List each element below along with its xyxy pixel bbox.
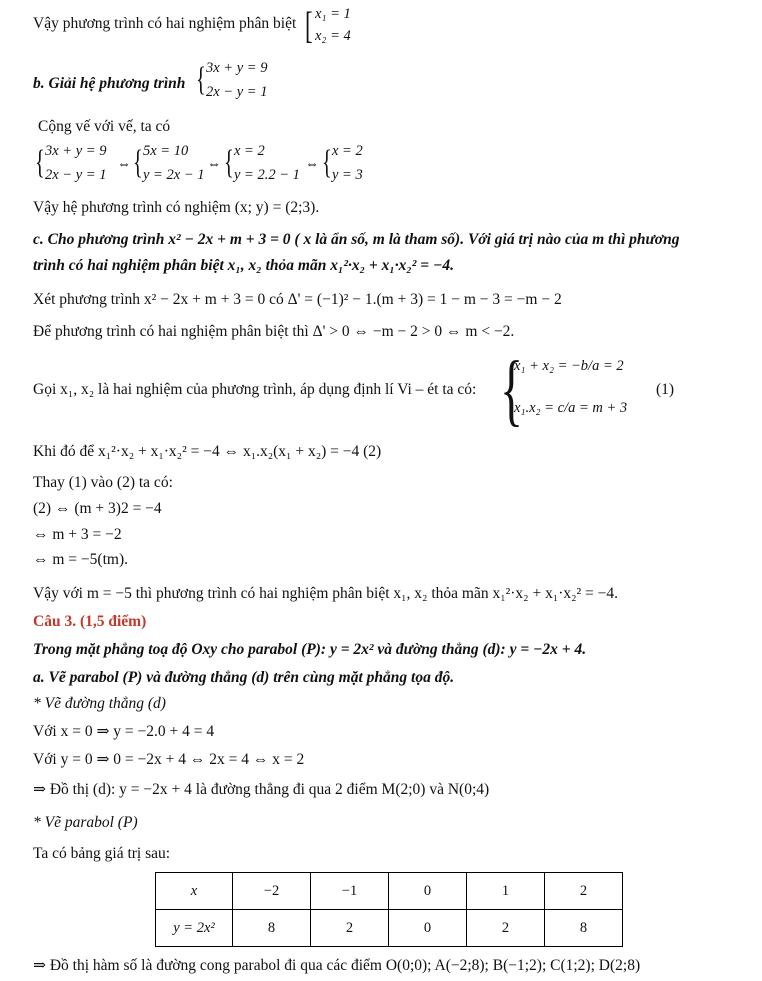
system-row: y = 3 <box>332 167 363 183</box>
draw-line-d-heading: * Vẽ đường thẳng (d) <box>33 695 166 712</box>
condition-line: Để phương trình có hai nghiệm phân biệt thì Δ' > 0 ⇔ −m − 2 > 0 ⇔ m < −2. <box>33 323 515 340</box>
system-row: x₂ = 4 <box>315 28 351 44</box>
system-row: y = 2x − 1 <box>143 167 205 183</box>
conclusion-line-1: Vậy phương trình có hai nghiệm phân biệt <box>33 15 297 32</box>
table-cell: 0 <box>389 873 467 910</box>
line-d-summary: ⇒ Đồ thị (d): y = −2x + 4 là đường thẳng đi qua 2 điểm M(2;0) và N(0;4) <box>33 781 490 798</box>
table-row <box>156 873 623 910</box>
part-c-heading: c. Cho phương trình x² − 2x + m + 3 = 0 ( x là ẩn số, m là tham số). Với giá trị nào của m thì phương <box>33 231 680 248</box>
system-solution-line: Vậy hệ phương trình có nghiệm (x; y) = (2;3). <box>33 199 320 216</box>
table-cell: 2 <box>311 910 389 947</box>
step-line-1: (2) ⇔ (m + 3)2 = −4 <box>33 500 162 517</box>
table-row <box>156 910 623 947</box>
substitute-line: Thay (1) vào (2) ta có: <box>33 474 173 491</box>
equivalence-arrow-icon: ⇔ <box>117 157 131 172</box>
step-line-2: ⇔ m + 3 = −2 <box>33 526 122 543</box>
table-cell: 1 <box>467 873 545 910</box>
table-intro-line: Ta có bảng giá trị sau: <box>33 845 171 862</box>
part-c-conclusion: Vậy với m = −5 thì phương trình có hai nghiệm phân biệt x₁, x₂ thỏa mãn x₁²·x₂ + x₁·x₂² = −4. <box>33 585 619 602</box>
system-row: x = 2 <box>332 143 363 159</box>
system-row: 5x = 10 <box>143 143 189 159</box>
table-cell: 2 <box>545 873 623 910</box>
table-cell: 8 <box>233 910 311 947</box>
part-c-heading-cont: trình có hai nghiệm phân biệt x₁, x₂ thỏa mãn x₁²·x₂ + x₁·x₂² = −4. <box>33 257 455 274</box>
table-cell: 0 <box>389 910 467 947</box>
vieta-intro-line: Gọi x₁, x₂ là hai nghiệm của phương trình, áp dụng định lí Vi – ét ta có: <box>33 381 477 398</box>
table-cell: y = 2x² <box>156 910 233 947</box>
system-row: x₁ = 1 <box>315 6 351 22</box>
table-cell: −2 <box>233 873 311 910</box>
point-m-line: Với y = 0 ⇒ 0 = −2x + 4 ⇔ 2x = 4 ⇔ x = 2 <box>33 751 305 768</box>
equivalence-arrow-icon: ⇔ <box>207 157 221 172</box>
table-cell: 2 <box>467 910 545 947</box>
part-b-heading: b. Giải hệ phương trình <box>33 75 186 92</box>
equivalence-arrow-icon: ⇔ <box>305 157 319 172</box>
question-3-title: Câu 3. (1,5 điểm) <box>33 613 147 630</box>
parabola-summary: ⇒ Đồ thị hàm số là đường cong parabol đi qua các điểm O(0;0); A(−2;8); B(−1;2); C(1;2); D(2;8) <box>33 957 641 974</box>
table-cell: x <box>156 873 233 910</box>
value-table <box>155 872 623 947</box>
condition-expansion-line: Khi đó để x₁²·x₂ + x₁·x₂² = −4 ⇔ x₁.x₂(x₁ + x₂) = −4 (2) <box>33 443 382 460</box>
system-row: y = 2.2 − 1 <box>234 167 300 183</box>
discriminant-line: Xét phương trình x² − 2x + m + 3 = 0 có Δ' = (−1)² − 1.(m + 3) = 1 − m − 3 = −m − 2 <box>33 291 562 308</box>
point-n-line: Với x = 0 ⇒ y = −2.0 + 4 = 4 <box>33 723 215 740</box>
system-row: 2x − y = 1 <box>45 167 107 183</box>
system-row: 3x + y = 9 <box>206 60 268 76</box>
part-a-heading: a. Vẽ parabol (P) và đường thẳng (d) trên cùng mặt phẳng tọa độ. <box>33 669 455 686</box>
table-cell: −1 <box>311 873 389 910</box>
table-cell: 8 <box>545 910 623 947</box>
step-line-3: ⇔ m = −5(tm). <box>33 551 128 568</box>
equation-number-1: (1) <box>656 381 675 398</box>
vieta-product: x₁.x₂ = c/a = m + 3 <box>514 400 628 416</box>
system-row: 3x + y = 9 <box>45 143 107 159</box>
draw-parabola-heading: * Vẽ parabol (P) <box>33 814 138 831</box>
system-row: 2x − y = 1 <box>206 84 268 100</box>
add-equations-line: Cộng vế với vế, ta có <box>38 118 171 135</box>
system-row: x = 2 <box>234 143 265 159</box>
vieta-sum: x₁ + x₂ = −b/a = 2 <box>514 358 624 374</box>
question-3-statement: Trong mặt phẳng toạ độ Oxy cho parabol (P): y = 2x² và đường thẳng (d): y = −2x + 4. <box>33 641 587 658</box>
